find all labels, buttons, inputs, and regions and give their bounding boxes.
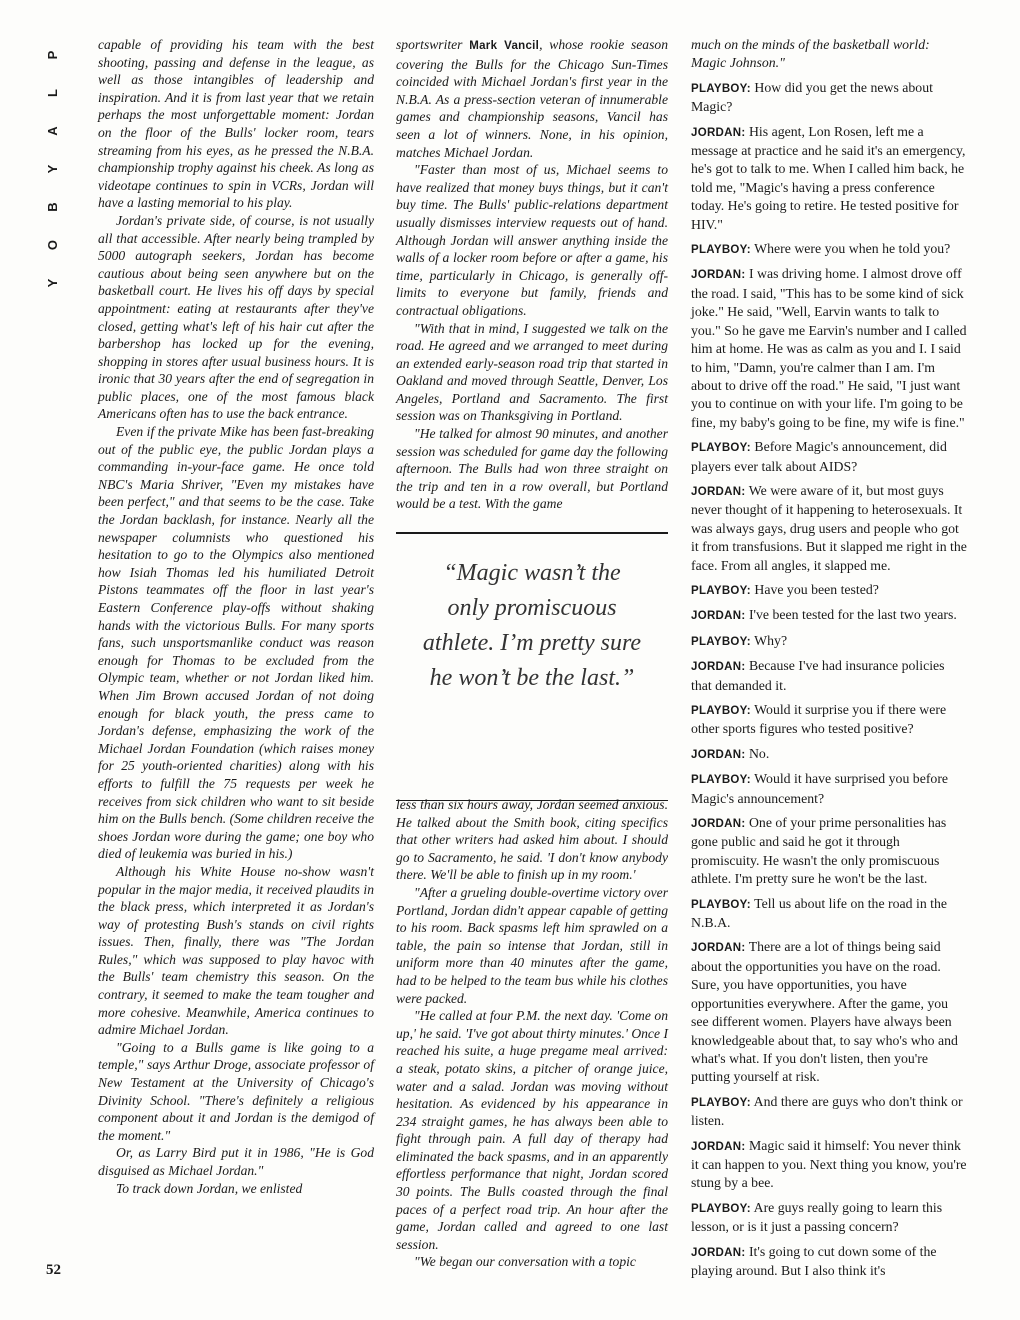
speaker-text: We were aware of it, but most guys never thought of it happening to heterosexuals. It was always gays, drug users and people who got it from transfusions. But it slapped me right in the face. From all angles, it slapped me. (691, 482, 967, 573)
interview-exchange (691, 438, 967, 476)
masthead-letter: A (45, 126, 60, 136)
speaker-text: I was driving home. I almost drove off the road. I said, "This has to be some kind of sick joke." He said, "Well, Earvin wants to talk to you." So he gave me Earvin's number and I called him at home. He was as calm as you and I. I said to him, "Damn, you're calmer than I am. I'm about to drive off the road." He said, "I just want you to continue on with your life. I'm going to be fine, my baby's going to be fine, my wife is fine." (691, 266, 967, 430)
speaker-label: JORDAN: (691, 661, 746, 674)
speaker-label: PLAYBOY: (691, 774, 751, 787)
speaker-text: Magic said it himself: You never think it can happen to you. Next thing you know, you're stung by a bee. (691, 1137, 967, 1191)
speaker-label: PLAYBOY: (691, 705, 751, 717)
column-1 (98, 36, 374, 1197)
speaker-label: PLAYBOY: (691, 82, 751, 95)
paragraph: "After a grueling double-overtime victory over Portland, Jordan didn't appear capable of getting to his room. Back spasms left him sprawled on a table, the pain so intense that Jordan, still in uniform more than 40 minutes after the game, had to be helped to the team bus while his clothes were packed. (396, 884, 668, 1006)
speaker-text: I've been tested for the last two years. (748, 607, 957, 623)
paragraph: Even if the private Mike has been fast-breaking out of the public eye, the public Jordan plays a commanding in-your-face game. He once told NBC's Maria Shriver, "Even my mistakes have been perfect," and that seems to be the case. Take the Jordan backlash, for instance. Nearly all the newspaper columnists who questioned his hesitation to go to the Olympics also mentioned how Isiah Thomas led his humiliated Detroit Pistons teammates off the floor in last year's Eastern Conference play-offs without shaking hands with the victorious Bulls. For many sports fans, such unsportsmanlike conduct was reason enough for Thomas to be excluded from the Olympic team, whether or not Jordan liked him. When Jim Brown accused Jordan of not doing enough for black youth, the press came to Jordan's defense, emphasizing the work of the Michael Jordan Foundation (which raises money for 25 youth-oriented charities) along with his efforts to fulfill the 75 requests per week he receives from sick children who want to sit beside him on the Bulls bench. (Some children receive the shoes Jordan wore during the game; one boy who died of leukemia was buried in his.) (98, 424, 374, 862)
paragraph: less than six hours away, Jordan seemed anxious. He talked about the Smith book, citing specifics that other writers had asked him about. I should go to Sacramento, he said. 'I don't know anybody there. We'll be able to finish up in my room.' (396, 797, 668, 883)
paragraph: Or, as Larry Bird put it in 1986, "He is God disguised as Michael Jordan." (98, 1145, 374, 1178)
speaker-label: PLAYBOY: (691, 1202, 751, 1215)
interview-exchange (691, 745, 967, 764)
speaker-text: Because I've had insurance policies that demanded it. (691, 658, 945, 693)
interview-exchange (691, 581, 967, 600)
speaker-text: Would it have surprised you before Magic's announcement? (691, 771, 949, 806)
masthead-letter: B (45, 202, 60, 212)
interview-exchange (691, 770, 967, 808)
speaker-label: JORDAN: (691, 126, 746, 139)
masthead-letter: P (45, 50, 60, 60)
interview-exchange (691, 814, 967, 889)
interview-exchange (691, 895, 967, 933)
speaker-text: Would it surprise you if there were other sports figures who tested positive? (691, 702, 947, 737)
interview-exchange (691, 632, 967, 651)
speaker-text: Why? (754, 632, 788, 648)
speaker-text: His agent, Lon Rosen, left me a message at practice and he said it's an emergency, he's got to talk to me. When I called him back, he told me, "Magic's having a press conference today. He's going to retire. He tested positive for HIV." (691, 123, 966, 232)
interview-exchange (691, 79, 967, 117)
paragraph: capable of providing his team with the best shooting, passing and defense in the league, as well as those intangibles of leadership and inspiration. And it is from last year that we retain perhaps the most unforgettable moment: Jordan on the floor of the Bulls' locker room, tears streaming from his eyes, as he pressed the N.B.A. championship trophy against his cheek. As long as videotape continues to spin in VCRs, Jordan will have a lasting memorial to his play. (98, 37, 374, 211)
speaker-text: And there are guys who don't think or listen. (691, 1093, 963, 1129)
masthead-letter: L (45, 89, 60, 97)
speaker-text: It's going to cut down some of the playing around. But I also think it's (691, 1243, 937, 1278)
masthead-letter: Y (45, 278, 60, 288)
speaker-text: Are guys really going to learn this lesson, or is it just a passing concern? (691, 1199, 943, 1235)
masthead-letter: Y (45, 164, 60, 174)
speaker-label: JORDAN: (691, 1246, 746, 1259)
speaker-label: JORDAN: (691, 1140, 746, 1153)
paragraph: "Faster than most of us, Michael seems to have realized that money buys things, but it can't buy time. The Bulls' public-relations department usually dismisses interview requests out of hand. Although Jordan will answer anything inside the walls of a locker room before or after a game, his time, particularly in Chicago, is generally off-limits to everyone but family, friends and contractual obligations. (396, 162, 668, 318)
interview-exchange (691, 1137, 967, 1193)
interview-exchange (691, 606, 967, 625)
speaker-label: PLAYBOY: (691, 1096, 751, 1109)
paragraph: "He talked for almost 90 minutes, and another session was scheduled for game day the following afternoon. The Bulls had won three straight on the trip and ten in a row overall, but Portland would be a test. With the game (396, 426, 668, 512)
interview-exchange (691, 657, 967, 695)
paragraph: To track down Jordan, we enlisted (116, 1180, 303, 1196)
speaker-label: PLAYBOY: (691, 244, 751, 257)
speaker-label: PLAYBOY: (691, 898, 751, 911)
speaker-label: JORDAN: (691, 485, 746, 498)
interview-exchange (691, 938, 967, 1086)
speaker-label: JORDAN: (691, 818, 746, 831)
byline-name: Mark Vancil (469, 40, 540, 52)
column-2-continued (396, 796, 668, 1271)
interview-exchange (691, 1243, 967, 1281)
paragraph: Although his White House no-show wasn't popular in the major media, it received plaudits in the black press, which interpreted it as Jordan's way of protesting Bush's stands on civil rights issues. Then, finally, there was "The Jordan Rules," which was supposed to play havoc with the Bulls' team chemistry this season. On the contrary, it seemed to make the team tougher and more cohesive. Meanwhile, America continues to admire Michael Jordan. (98, 863, 374, 1038)
speaker-text: There are a lot of things being said about the opportunities you have on the road. Sure, you have opportunities, you have opportunities everywhere. After the game, you see different women. Players have always been knowledgeable about that, to say who's who and what's what. If you don't listen, then you're putting yourself at risk. (691, 939, 958, 1085)
speaker-label: JORDAN: (691, 942, 746, 955)
paragraph: "Going to a Bulls game is like going to a temple," says Arthur Droge, associate professor of New Testament at the University of Chicago's Divinity School. "There's definitely a religious component about it and Jordan is the demigod of the moment." (98, 1039, 374, 1143)
interview-exchange (691, 701, 967, 739)
paragraph: sportswriter Mark Vancil, whose rookie season covering the Bulls for the Chicago Sun-Times coincided with Michael Jordan's first year in the N.B.A. As a press-section veteran of innumerable games and championship seasons, Vancil has seen a lot of winners. None, in his opinion, matches Michael Jordan. (396, 37, 668, 160)
speaker-label: JORDAN: (691, 610, 746, 623)
speaker-text: One of your prime personalities has gone public and said he got it through promiscuity. He wasn't the only promiscuous athlete. I'm pretty sure he won't be the last. (691, 815, 947, 887)
paragraph: "We began our conversation with a topic (414, 1254, 636, 1270)
speaker-label: JORDAN: (691, 748, 746, 761)
interview-exchange (691, 240, 967, 259)
paragraph: "With that in mind, I suggested we talk on the road. He agreed and we arranged to meet during an extended early-season road trip that started in Oakland and moved through Seattle, Denver, Los Angeles, Portland and Sacramento. The first session was on Thanksgiving in Portland. (396, 320, 668, 424)
speaker-text: No. (748, 745, 770, 761)
interview-exchange (691, 482, 967, 575)
interview-exchange (691, 1199, 967, 1237)
masthead-letter: O (45, 239, 60, 251)
speaker-label: PLAYBOY: (691, 584, 751, 597)
paragraph: much on the minds of the basketball world: Magic Johnson." (691, 37, 930, 71)
interview-exchange (691, 265, 967, 432)
paragraph: "He called at four P.M. the next day. 'Come on up,' he said. 'I've got about thirty minutes.' Once I reached his suite, a huge pregame meal arrived: a steak, potato skins, a pitcher of orange juice, water and a salad. Jordan was moving without hesitation. As evidenced by his appearance in 234 straight games, he has always been able to fight through pain. A full day of therapy had eliminated the back spasms, and in an apparently effortless performance that night, Jordan scored 30 points. The Bulls coasted through the final paces of a perfect road trip. An hour after the game, Jordan called and agreed to one last session. (396, 1008, 668, 1252)
speaker-label: PLAYBOY: (691, 442, 751, 455)
speaker-text: Before Magic's announcement, did players ever talk about AIDS? (691, 439, 947, 474)
interview-exchange (691, 123, 967, 234)
speaker-label: PLAYBOY: (691, 635, 751, 648)
speaker-text: Where were you when he told you? (754, 241, 951, 257)
page-number: 52 (46, 1262, 61, 1278)
speaker-label: JORDAN: (691, 269, 746, 282)
interview-exchange (691, 1093, 967, 1131)
column-3 (691, 36, 967, 1286)
speaker-text: Have you been tested? (754, 581, 879, 597)
paragraph: Jordan's private side, of course, is not usually all that accessible. After nearly being trampled by 5000 autograph seekers, Jordan has become cautious about being seen anywhere but on the basketball court. He lives his off days by special appointment: eating at restaurants after they've closed, getting what's left of his hair cut after the barbershop has locked up for the evening, shopping in stores after usual business hours. It is ironic that 30 years after the end of segregation in public places, one of the most famous black Americans often has to use the back entrance. (98, 212, 374, 422)
speaker-text: Tell us about life on the road in the N.B.A. (691, 895, 948, 931)
speaker-text: How did you get the news about Magic? (691, 79, 933, 115)
masthead (45, 36, 72, 302)
pull-quote: “Magic wasn’t the only promiscuous athlete. I’m pretty sure he won’t be the last.” (396, 532, 668, 801)
